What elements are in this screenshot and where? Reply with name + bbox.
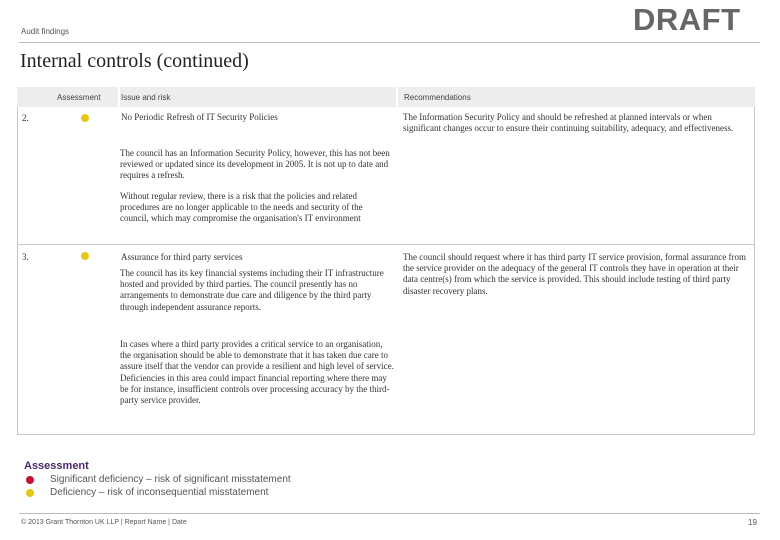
assessment-indicator <box>81 252 89 260</box>
issue-paragraph: In cases where a third party provides a critical service to an organisation, the organisation should be able to demonstrate that it has taken due care to assure itself that the vendor can provide a resilient and high level of service. Deficiencies in this area could impact financial reporting where there may be for instance, insufficient controls over processing accuracy by the third-party service provider. <box>120 339 394 406</box>
footer-text: © 2013 Grant Thornton UK LLP | Report Name | Date <box>21 519 187 526</box>
legend-title: Assessment <box>24 460 89 472</box>
issue-title: No Periodic Refresh of IT Security Policies <box>121 112 278 122</box>
legend-significant-label: Significant deficiency – risk of significant misstatement <box>50 474 291 485</box>
page-number: 19 <box>748 518 757 527</box>
column-header-recommendations: Recommendations <box>404 93 471 102</box>
assessment-indicator <box>81 114 89 122</box>
section-label: Audit findings <box>21 27 70 36</box>
legend-deficiency-dot <box>26 489 34 497</box>
row-number: 3. <box>22 252 29 262</box>
page-title: Internal controls (continued) <box>20 50 249 72</box>
legend-significant-dot <box>26 476 34 484</box>
issue-paragraph: The council has its key financial systems including their IT infrastructure hosted and provided by third parties. The council presently has no arrangements to demonstrate due care and diligence by the third party through independent assurance reports. <box>120 268 384 312</box>
column-header-issue: Issue and risk <box>121 93 171 102</box>
column-header-assessment: Assessment <box>57 93 101 102</box>
draft-watermark: DRAFT <box>633 2 741 37</box>
issue-paragraph: Without regular review, there is a risk that the policies and related procedures are no longer applicable to the needs and security of the council, which may compromise the organisation's IT environment <box>120 191 363 224</box>
footer-divider <box>19 513 760 514</box>
issue-title: Assurance for third party services <box>121 252 243 262</box>
recommendation-text: The council should request where it has third party IT service provision, formal assurance from the service provider on the adequacy of the general IT controls they have in operation at their data centre(s) from which the service is provided. This should include testing of third party disaster recovery plans. <box>403 252 746 296</box>
legend-deficiency-label: Deficiency – risk of inconsequential misstatement <box>50 487 269 498</box>
issue-paragraph: The council has an Information Security Policy, however, this has not been reviewed or updated since its development in 2005. It is not up to date and requires a refresh. <box>120 148 390 181</box>
row-divider <box>17 244 755 245</box>
recommendation-text: The Information Security Policy and should be refreshed at planned intervals or when significant changes occur to ensure their continuing suitability, adequacy, and effectiveness. <box>403 112 734 134</box>
row-number: 2. <box>22 113 29 123</box>
title-divider <box>19 42 760 43</box>
